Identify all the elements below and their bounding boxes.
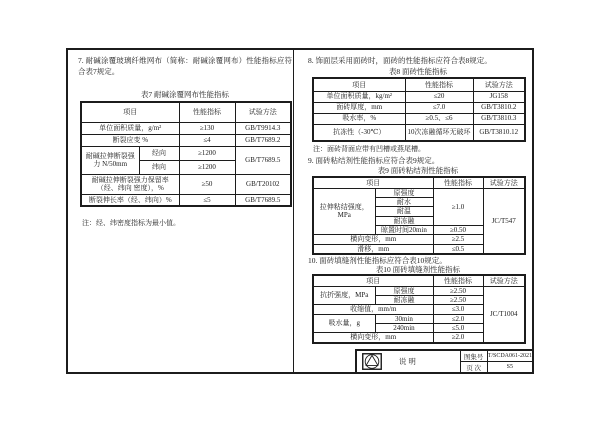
table7-cell: GB/T7689.5 xyxy=(235,194,291,206)
page-number-row xyxy=(461,361,532,372)
table10-cell: ≤3.0 xyxy=(433,305,483,314)
table10-header-method: 试验方法 xyxy=(483,275,525,286)
table8-header-method: 试验方法 xyxy=(473,78,525,91)
table8-cell: GB/T3810.2 xyxy=(473,102,525,113)
table7-cell: ≥1200 xyxy=(179,146,235,160)
table9-cell: 横向变形，mm xyxy=(313,235,433,244)
sheet-title: 说明 xyxy=(398,357,418,366)
table9-cell: 耐冻融 xyxy=(375,216,433,225)
table8-cell: ≥0.5、≤6 xyxy=(405,113,473,124)
table8-face-brick xyxy=(312,77,526,142)
table7-cell: 单位面积质量，g/m² xyxy=(81,122,179,134)
table9-cell: 耐温 xyxy=(375,207,433,216)
title-block-number-cells xyxy=(461,351,532,372)
column-divider-rule xyxy=(293,50,294,372)
table7-cell: ≥130 xyxy=(179,122,235,134)
table8-cell: 抗冻性（-30℃） xyxy=(313,124,405,141)
table10-cell: 耐冻融 xyxy=(375,295,433,304)
table7-cell: GB/T7689.5 xyxy=(235,146,291,174)
table8-cell: 单位面积质量，kg/m² xyxy=(313,91,405,102)
atlas-number-label: 图集号 xyxy=(461,351,488,361)
table8-cell: GB/T3810.3 xyxy=(473,113,525,124)
table9-cell: 滑移，mm xyxy=(313,244,433,254)
table7-cell: ≥1200 xyxy=(179,160,235,174)
atlas-number-value: T/SCDA061-2021 xyxy=(487,353,532,359)
table7-header-item: 项目 xyxy=(81,102,179,122)
table10-cell: 横向变形，mm xyxy=(313,333,433,343)
table10-cell: ≥2.50 xyxy=(433,286,483,295)
table7-cell: GB/T7689.2 xyxy=(235,134,291,146)
table8-cell: ≤7.0 xyxy=(405,102,473,113)
table10-cell: 收缩值，mm/m xyxy=(313,305,433,314)
table8-cell: GB/T3810.12 xyxy=(473,124,525,141)
table7-header-value: 性能指标 xyxy=(179,102,235,122)
table7-cell: ≤5 xyxy=(179,194,235,206)
table7-cell: 断裂伸长率（经、纬向）% xyxy=(81,194,179,206)
table9-cell: ≥1.0 xyxy=(433,188,483,226)
table9-header-method: 试验方法 xyxy=(483,177,525,188)
table7-cell: 耐碱拉伸断裂强力保留率（经、纬向 密度），% xyxy=(81,174,179,194)
table9-cell: ≤0.5 xyxy=(433,244,483,254)
table10-cell: ≥2.50 xyxy=(433,295,483,304)
table7-caption: 表7 耐碱涂覆网布性能指标 xyxy=(140,90,230,99)
table8-header-item: 项目 xyxy=(313,78,405,91)
drawing-sheet-frame xyxy=(66,48,534,374)
page-number-value: S5 xyxy=(506,364,513,370)
table8-cell: 面砖厚度，mm xyxy=(313,102,405,113)
table7-note: 注：经、纬密度指标为最小值。 xyxy=(82,219,180,227)
table7-cell: 断裂应变 % xyxy=(81,134,179,146)
table7-cell: ≥50 xyxy=(179,174,235,194)
table9-caption: 表9 面砖粘结剂性能指标 xyxy=(377,166,459,175)
table10-header-value: 性能指标 xyxy=(433,275,483,286)
table10-cell: ≤2.0 xyxy=(433,314,483,323)
table10-cell: 吸水量，g xyxy=(313,314,375,333)
table9-header-item: 项目 xyxy=(313,177,433,188)
table9-cell: 拉伸粘结强度，MPa xyxy=(313,188,375,235)
table7-header-method: 试验方法 xyxy=(235,102,291,122)
table9-cell: ≥2.5 xyxy=(433,235,483,244)
item9-paragraph: 9. 面砖粘结剂性能指标应符合表9规定。 xyxy=(308,156,440,165)
atlas-logo-icon xyxy=(362,353,382,370)
table10-cell: JC/T1004 xyxy=(483,286,525,343)
item8-paragraph: 8. 饰面层采用面砖时，面砖的性能指标应符合表8规定。 xyxy=(308,56,492,65)
table7-alkali-coated-mesh xyxy=(80,101,292,207)
page-number-label: 页 次 xyxy=(461,362,488,372)
table7-cell: GB/T20102 xyxy=(235,174,291,194)
table8-cell: 吸水率，% xyxy=(313,113,405,124)
table8-cell: ≤20 xyxy=(405,91,473,102)
table10-cell: 抗折强度，MPa xyxy=(313,286,375,305)
table9-tile-adhesive xyxy=(312,176,526,255)
table10-caption: 表10 面砖填缝剂性能指标 xyxy=(375,265,461,274)
table7-cell: GB/T9914.3 xyxy=(235,122,291,134)
table7-cell: 耐碱拉伸断裂强力 N/50mm xyxy=(81,146,139,174)
table8-header-value: 性能指标 xyxy=(405,78,473,91)
table7-cell: 经向 xyxy=(139,146,179,160)
table7-cell: ≤4 xyxy=(179,134,235,146)
table8-cell: 10次冻融循环无破坏 xyxy=(405,124,473,141)
table10-header-item: 项目 xyxy=(313,275,433,286)
title-block xyxy=(355,349,532,372)
table10-cell: 30min xyxy=(375,314,433,323)
table8-cell: JG158 xyxy=(473,91,525,102)
item10-paragraph: 10. 面砖填缝剂性能指标应符合表10规定。 xyxy=(308,256,447,265)
table7-cell: 纬向 xyxy=(139,160,179,174)
table9-cell: 晾置时间20min xyxy=(375,226,433,235)
table10-tile-grout xyxy=(312,274,526,344)
table9-header-value: 性能指标 xyxy=(433,177,483,188)
table10-cell: ≤5.0 xyxy=(433,324,483,333)
table8-note: 注：面砖背面应带有凹槽或燕尾槽。 xyxy=(313,145,425,153)
table8-caption: 表8 面砖性能指标 xyxy=(388,67,448,76)
title-block-description-cell xyxy=(357,351,461,372)
table10-cell: 原强度 xyxy=(375,286,433,295)
table10-cell: ≥2.0 xyxy=(433,333,483,343)
table9-cell: JC/T547 xyxy=(483,188,525,254)
item7-paragraph: 7. 耐碱涂覆玻璃纤维网布（简称：耐碱涂覆网布）性能指标应符合表7规定。 xyxy=(78,56,292,76)
table9-cell: 耐水 xyxy=(375,197,433,206)
table9-cell: ≥0.50 xyxy=(433,226,483,235)
table9-cell: 原强度 xyxy=(375,188,433,197)
table10-cell: 240min xyxy=(375,324,433,333)
atlas-number-row xyxy=(461,351,532,361)
